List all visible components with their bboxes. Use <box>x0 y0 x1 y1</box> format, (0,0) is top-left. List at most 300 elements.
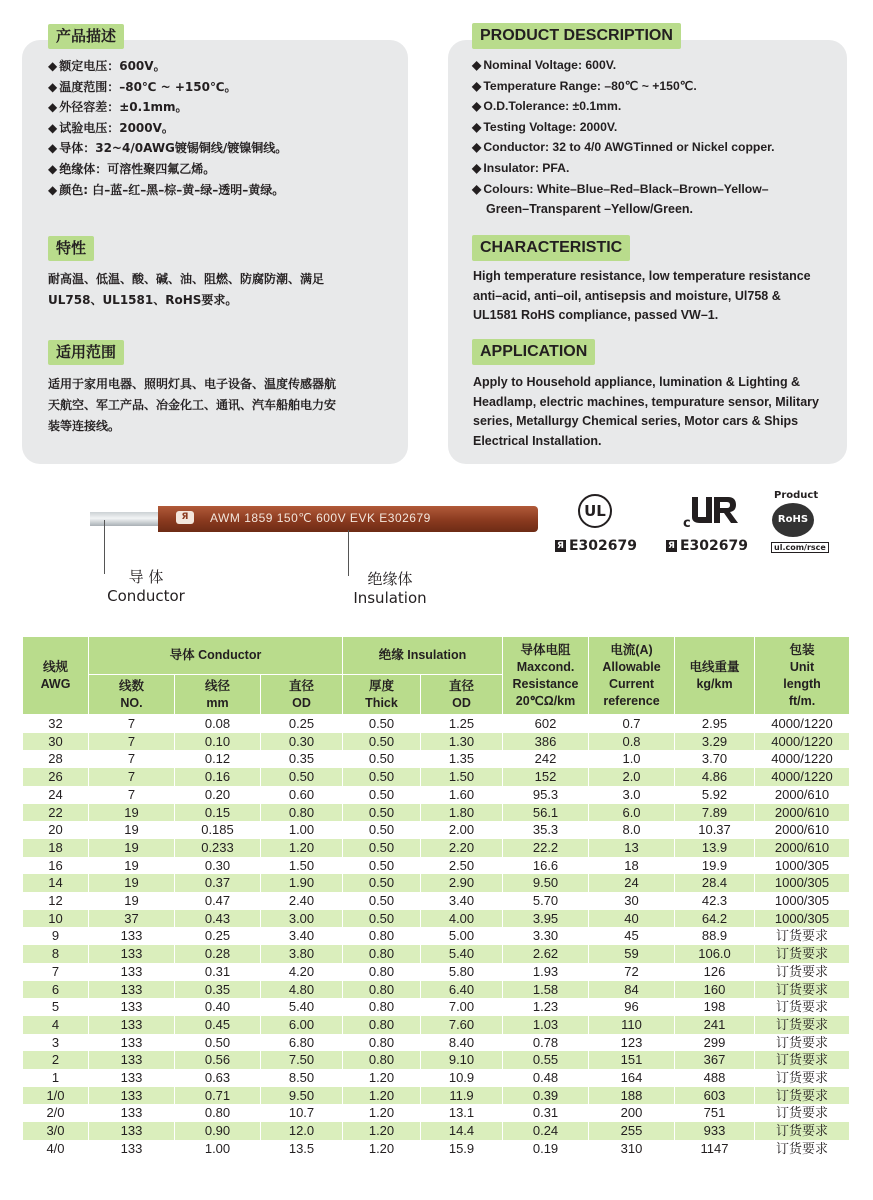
cell-packing: 订货要求 <box>755 1034 850 1052</box>
table-row <box>23 750 850 768</box>
cell-resistance: 9.50 <box>503 874 589 892</box>
cell-awg: 3/0 <box>23 1122 89 1140</box>
cell-weight: 7.89 <box>675 804 755 822</box>
cell-strands: 19 <box>89 804 175 822</box>
cell-ins-thick: 0.50 <box>343 839 421 857</box>
cell-awg: 20 <box>23 821 89 839</box>
cell-ins-od: 2.00 <box>421 821 503 839</box>
cell-current: 96 <box>589 998 675 1016</box>
cell-wire-dia: 0.35 <box>175 981 261 999</box>
diamond-bullet-icon: ◆ <box>472 58 482 72</box>
cell-packing: 1000/305 <box>755 892 850 910</box>
cell-current: 110 <box>589 1016 675 1034</box>
table-row <box>23 945 850 963</box>
cell-weight: 3.70 <box>675 750 755 768</box>
cell-resistance: 602 <box>503 715 589 733</box>
cell-packing: 订货要求 <box>755 981 850 999</box>
cell-wire-dia: 0.56 <box>175 1051 261 1069</box>
header-wire-diameter-line-0: 线径 <box>204 678 230 693</box>
cell-ins-thick: 0.80 <box>343 945 421 963</box>
cell-weight: 28.4 <box>675 874 755 892</box>
insulation-label-en: Insulation <box>353 589 427 607</box>
cell-resistance: 2.62 <box>503 945 589 963</box>
desc-en-item: ◆ Testing Voltage: 2000V. <box>472 119 618 134</box>
cell-resistance: 35.3 <box>503 821 589 839</box>
cell-packing: 4000/1220 <box>755 715 850 733</box>
cell-strands: 133 <box>89 1140 175 1158</box>
cell-resistance: 95.3 <box>503 786 589 804</box>
conductor-label <box>104 568 188 606</box>
table-row <box>23 1051 850 1069</box>
char-en-line: UL1581 RoHS compliance, passed VW–1. <box>473 308 719 322</box>
cell-strands: 133 <box>89 1016 175 1034</box>
cell-weight: 126 <box>675 963 755 981</box>
cell-packing: 2000/610 <box>755 786 850 804</box>
cell-packing: 订货要求 <box>755 963 850 981</box>
desc-list-zh <box>48 56 287 200</box>
cell-ins-thick: 0.80 <box>343 1034 421 1052</box>
cell-cond-od: 7.50 <box>261 1051 343 1069</box>
cell-strands: 19 <box>89 839 175 857</box>
cell-resistance: 0.24 <box>503 1122 589 1140</box>
header-insulation-thick-line-0: 厚度 <box>368 678 394 693</box>
cell-weight: 299 <box>675 1034 755 1052</box>
cell-cond-od: 6.80 <box>261 1034 343 1052</box>
cell-weight: 106.0 <box>675 945 755 963</box>
cell-ins-od: 9.10 <box>421 1051 503 1069</box>
header-resistance-line-3: 20℃Ω/km <box>515 693 576 708</box>
cell-ins-od: 1.25 <box>421 715 503 733</box>
cell-resistance: 0.31 <box>503 1104 589 1122</box>
cell-weight: 4.86 <box>675 768 755 786</box>
diamond-bullet-icon: ◆ <box>48 182 58 197</box>
cell-weight: 5.92 <box>675 786 755 804</box>
cell-ins-thick: 1.20 <box>343 1122 421 1140</box>
cell-cond-od: 13.5 <box>261 1140 343 1158</box>
app-en-line: Electrical Installation. <box>473 433 602 448</box>
header-weight-line-0: 电线重量 <box>689 659 740 674</box>
cell-ins-od: 5.80 <box>421 963 503 981</box>
char-zh-line: 耐高温、低温、酸、碱、油、阻燃、防腐防潮、满足 <box>48 272 325 286</box>
cell-packing: 1000/305 <box>755 857 850 875</box>
cell-awg: 2 <box>23 1051 89 1069</box>
cell-current: 164 <box>589 1069 675 1087</box>
cell-current: 0.8 <box>589 733 675 751</box>
cell-awg: 12 <box>23 892 89 910</box>
cell-ins-od: 2.50 <box>421 857 503 875</box>
cell-packing: 1000/305 <box>755 910 850 928</box>
cell-ins-od: 5.00 <box>421 927 503 945</box>
cell-cond-od: 5.40 <box>261 998 343 1016</box>
diamond-bullet-icon: ◆ <box>472 99 482 114</box>
cell-awg: 8 <box>23 945 89 963</box>
desc-heading-zh: 产品描述 <box>48 24 124 49</box>
cell-current: 18 <box>589 857 675 875</box>
rohs-caption-top: Product <box>774 490 819 501</box>
char-en-line: anti–acid, anti–oil, antisepsis and moisture, Ul758 & <box>473 288 781 303</box>
cell-current: 3.0 <box>589 786 675 804</box>
cell-cond-od: 8.50 <box>261 1069 343 1087</box>
table-row <box>23 715 850 733</box>
conductor-leader-line <box>104 520 105 574</box>
cell-resistance: 0.39 <box>503 1087 589 1105</box>
cell-strands: 133 <box>89 1122 175 1140</box>
header-insulation-od-line-1: OD <box>452 695 471 710</box>
header-conductor: 导体 Conductor <box>89 637 343 675</box>
cell-ins-thick: 0.50 <box>343 910 421 928</box>
insulation-label-zh: 绝缘体 <box>367 570 413 588</box>
cell-ins-od: 1.35 <box>421 750 503 768</box>
cell-cond-od: 1.90 <box>261 874 343 892</box>
cell-ins-od: 14.4 <box>421 1122 503 1140</box>
cell-ins-thick: 1.20 <box>343 1069 421 1087</box>
cell-weight: 2.95 <box>675 715 755 733</box>
cell-cond-od: 1.00 <box>261 821 343 839</box>
cell-ins-od: 6.40 <box>421 981 503 999</box>
header-conductor-od-line-0: 直径 <box>288 678 314 693</box>
cell-strands: 7 <box>89 786 175 804</box>
desc-zh-item: ◆ 外径容差：±0.1mm。 <box>48 100 188 115</box>
header-conductor-od-line-1: OD <box>292 695 311 710</box>
header-current-line-3: reference <box>603 693 660 708</box>
cell-awg: 26 <box>23 768 89 786</box>
cell-packing: 订货要求 <box>755 1051 850 1069</box>
cell-awg: 9 <box>23 927 89 945</box>
cell-ins-thick: 0.50 <box>343 733 421 751</box>
cell-wire-dia: 0.16 <box>175 768 261 786</box>
cell-awg: 6 <box>23 981 89 999</box>
desc-zh-item: ◆ 温度范围：–80℃ ~ +150℃。 <box>48 79 237 94</box>
cell-wire-dia: 0.20 <box>175 786 261 804</box>
conductor-label-zh: 导 体 <box>128 568 164 586</box>
cell-wire-dia: 0.28 <box>175 945 261 963</box>
table-row <box>23 857 850 875</box>
header-strands-line-1: NO. <box>120 695 143 710</box>
cell-wire-dia: 1.00 <box>175 1140 261 1158</box>
desc-continuation-en: Green–Transparent –Yellow/Green. <box>486 202 694 216</box>
cell-ins-od: 10.9 <box>421 1069 503 1087</box>
diamond-bullet-icon: ◆ <box>48 161 58 176</box>
cell-ins-thick: 1.20 <box>343 1104 421 1122</box>
cell-wire-dia: 0.08 <box>175 715 261 733</box>
table-row <box>23 981 850 999</box>
cell-strands: 133 <box>89 998 175 1016</box>
ul-file-number-1: Я E302679 <box>557 538 637 554</box>
cell-cond-od: 3.00 <box>261 910 343 928</box>
cell-strands: 133 <box>89 1104 175 1122</box>
table-row <box>23 910 850 928</box>
insulation-label <box>350 570 430 608</box>
header-conductor-od <box>261 675 343 715</box>
cell-current: 24 <box>589 874 675 892</box>
table-row <box>23 1069 850 1087</box>
cell-cond-od: 3.80 <box>261 945 343 963</box>
cell-packing: 订货要求 <box>755 1087 850 1105</box>
cell-current: 123 <box>589 1034 675 1052</box>
cell-current: 1.0 <box>589 750 675 768</box>
cell-current: 0.7 <box>589 715 675 733</box>
ul-file-number-2: Я E302679 <box>668 538 748 554</box>
cell-packing: 订货要求 <box>755 1104 850 1122</box>
cell-ins-thick: 1.20 <box>343 1087 421 1105</box>
cell-current: 8.0 <box>589 821 675 839</box>
cell-weight: 64.2 <box>675 910 755 928</box>
header-insulation-od <box>421 675 503 715</box>
cell-packing: 订货要求 <box>755 927 850 945</box>
cru-c-letter: c <box>683 516 691 531</box>
table-row <box>23 1016 850 1034</box>
cell-ins-thick: 0.50 <box>343 786 421 804</box>
desc-en-item: ◆ Colours: White–Blue–Red–Black–Brown–Yellow– <box>472 181 769 196</box>
cell-current: 45 <box>589 927 675 945</box>
cell-ins-od: 1.50 <box>421 768 503 786</box>
app-en-line: series, Metallurgy Chemical series, Motor cars & Ships <box>473 414 799 428</box>
cell-current: 84 <box>589 981 675 999</box>
header-awg-line-1: AWG <box>40 676 71 691</box>
header-packing-line-3: ft/m. <box>788 693 816 708</box>
cell-wire-dia: 0.45 <box>175 1016 261 1034</box>
cell-cond-od: 1.20 <box>261 839 343 857</box>
cell-wire-dia: 0.50 <box>175 1034 261 1052</box>
cell-wire-dia: 0.185 <box>175 821 261 839</box>
header-current-line-1: Allowable <box>602 659 661 674</box>
cell-strands: 133 <box>89 963 175 981</box>
desc-zh-item: ◆ 试验电压：2000V。 <box>48 120 174 135</box>
cell-weight: 3.29 <box>675 733 755 751</box>
cell-ins-thick: 0.80 <box>343 963 421 981</box>
cell-current: 13 <box>589 839 675 857</box>
spec-table <box>22 636 850 1158</box>
cell-wire-dia: 0.40 <box>175 998 261 1016</box>
cell-ins-od: 1.60 <box>421 786 503 804</box>
cell-wire-dia: 0.15 <box>175 804 261 822</box>
cell-awg: 4 <box>23 1016 89 1034</box>
cell-resistance: 16.6 <box>503 857 589 875</box>
table-row <box>23 1122 850 1140</box>
cell-wire-dia: 0.25 <box>175 927 261 945</box>
cell-awg: 24 <box>23 786 89 804</box>
cell-strands: 133 <box>89 1069 175 1087</box>
cell-awg: 22 <box>23 804 89 822</box>
diamond-bullet-icon: ◆ <box>472 181 482 196</box>
table-row <box>23 963 850 981</box>
cell-resistance: 152 <box>503 768 589 786</box>
desc-heading-en: PRODUCT DESCRIPTION <box>472 23 681 49</box>
cell-resistance: 0.48 <box>503 1069 589 1087</box>
app-heading-en: APPLICATION <box>472 339 595 365</box>
app-heading-zh: 适用范围 <box>48 340 124 365</box>
cell-current: 151 <box>589 1051 675 1069</box>
cell-ins-thick: 0.50 <box>343 768 421 786</box>
cell-weight: 42.3 <box>675 892 755 910</box>
cell-strands: 19 <box>89 892 175 910</box>
table-row <box>23 839 850 857</box>
cell-resistance: 0.19 <box>503 1140 589 1158</box>
cell-ins-od: 2.90 <box>421 874 503 892</box>
cell-weight: 488 <box>675 1069 755 1087</box>
cell-strands: 133 <box>89 1087 175 1105</box>
cell-ins-thick: 0.50 <box>343 804 421 822</box>
header-awg <box>23 637 89 715</box>
cell-packing: 4000/1220 <box>755 733 850 751</box>
cell-ins-thick: 0.50 <box>343 874 421 892</box>
cell-ins-od: 7.00 <box>421 998 503 1016</box>
cell-weight: 13.9 <box>675 839 755 857</box>
desc-en-item: ◆ O.D.Tolerance: ±0.1mm. <box>472 99 622 114</box>
cell-packing: 订货要求 <box>755 945 850 963</box>
cell-packing: 2000/610 <box>755 821 850 839</box>
cell-packing: 4000/1220 <box>755 750 850 768</box>
cell-packing: 订货要求 <box>755 998 850 1016</box>
table-row <box>23 1140 850 1158</box>
cell-awg: 28 <box>23 750 89 768</box>
char-text-zh <box>48 269 324 311</box>
cell-ins-od: 15.9 <box>421 1140 503 1158</box>
app-text-zh <box>48 374 336 437</box>
header-insulation-thick <box>343 675 421 715</box>
cell-weight: 367 <box>675 1051 755 1069</box>
cell-weight: 603 <box>675 1087 755 1105</box>
header-wire-diameter-line-1: mm <box>206 695 229 710</box>
cell-cond-od: 0.80 <box>261 804 343 822</box>
desc-zh-item: ◆ 额定电压：600V。 <box>48 59 166 73</box>
cell-strands: 133 <box>89 1034 175 1052</box>
cell-wire-dia: 0.63 <box>175 1069 261 1087</box>
cell-resistance: 3.30 <box>503 927 589 945</box>
cell-cond-od: 0.50 <box>261 768 343 786</box>
cell-current: 255 <box>589 1122 675 1140</box>
rohs-badge-icon: RoHS <box>772 503 814 537</box>
ur-mark-icon: Я <box>557 541 564 551</box>
cell-strands: 133 <box>89 981 175 999</box>
cell-weight: 88.9 <box>675 927 755 945</box>
cell-cond-od: 0.60 <box>261 786 343 804</box>
cell-wire-dia: 0.90 <box>175 1122 261 1140</box>
cell-strands: 7 <box>89 715 175 733</box>
char-heading-en: CHARACTERISTIC <box>472 235 630 261</box>
ul-listed-icon: UL <box>578 494 612 528</box>
cell-packing: 4000/1220 <box>755 768 850 786</box>
cell-ins-od: 4.00 <box>421 910 503 928</box>
cell-cond-od: 12.0 <box>261 1122 343 1140</box>
header-packing-line-1: Unit <box>789 659 815 674</box>
cell-resistance: 1.58 <box>503 981 589 999</box>
table-row <box>23 1104 850 1122</box>
cell-packing: 订货要求 <box>755 1069 850 1087</box>
header-packing-line-2: length <box>783 676 821 691</box>
diamond-bullet-icon: ◆ <box>48 100 58 115</box>
header-packing <box>755 637 850 715</box>
diamond-bullet-icon: ◆ <box>472 78 482 93</box>
cell-cond-od: 4.20 <box>261 963 343 981</box>
header-resistance <box>503 637 589 715</box>
diamond-bullet-icon: ◆ <box>48 141 58 156</box>
cell-weight: 10.37 <box>675 821 755 839</box>
cell-current: 30 <box>589 892 675 910</box>
app-text-en <box>473 373 819 451</box>
cell-cond-od: 3.40 <box>261 927 343 945</box>
cell-packing: 1000/305 <box>755 874 850 892</box>
diamond-bullet-icon: ◆ <box>48 120 58 135</box>
header-current-line-0: 电流(A) <box>610 642 653 657</box>
cell-ins-thick: 1.20 <box>343 1140 421 1158</box>
cell-strands: 19 <box>89 821 175 839</box>
cell-cond-od: 2.40 <box>261 892 343 910</box>
cell-awg: 3 <box>23 1034 89 1052</box>
cell-strands: 7 <box>89 733 175 751</box>
header-current <box>589 637 675 715</box>
rohs-caption-bottom: ul.com/rsce <box>771 542 829 553</box>
cell-wire-dia: 0.43 <box>175 910 261 928</box>
cell-ins-od: 2.20 <box>421 839 503 857</box>
cell-weight: 933 <box>675 1122 755 1140</box>
cell-resistance: 3.95 <box>503 910 589 928</box>
table-row <box>23 768 850 786</box>
cell-wire-dia: 0.233 <box>175 839 261 857</box>
cell-strands: 19 <box>89 874 175 892</box>
cell-wire-dia: 0.10 <box>175 733 261 751</box>
cell-strands: 133 <box>89 945 175 963</box>
app-en-line: Apply to Household appliance, lumination & Lighting & <box>473 375 801 389</box>
cell-awg: 14 <box>23 874 89 892</box>
cell-packing: 2000/610 <box>755 839 850 857</box>
table-row <box>23 804 850 822</box>
cell-wire-dia: 0.31 <box>175 963 261 981</box>
cell-ins-thick: 0.80 <box>343 1016 421 1034</box>
diamond-bullet-icon: ◆ <box>48 79 58 94</box>
cell-resistance: 242 <box>503 750 589 768</box>
cell-ins-thick: 0.50 <box>343 892 421 910</box>
table-row <box>23 1034 850 1052</box>
cell-wire-dia: 0.12 <box>175 750 261 768</box>
cell-current: 72 <box>589 963 675 981</box>
cell-strands: 7 <box>89 768 175 786</box>
cell-resistance: 0.55 <box>503 1051 589 1069</box>
insulation-leader-line <box>348 530 349 576</box>
cell-current: 6.0 <box>589 804 675 822</box>
table-row <box>23 786 850 804</box>
header-insulation-thick-line-1: Thick <box>365 695 398 710</box>
header-wire-diameter <box>175 675 261 715</box>
cell-strands: 7 <box>89 750 175 768</box>
char-heading-zh: 特性 <box>48 236 94 261</box>
cell-packing: 2000/610 <box>755 804 850 822</box>
diamond-bullet-icon: ◆ <box>48 59 58 73</box>
cell-cond-od: 10.7 <box>261 1104 343 1122</box>
cell-current: 2.0 <box>589 768 675 786</box>
cell-ins-thick: 0.50 <box>343 857 421 875</box>
cell-ins-od: 5.40 <box>421 945 503 963</box>
table-row <box>23 874 850 892</box>
cell-weight: 1147 <box>675 1140 755 1158</box>
cell-cond-od: 6.00 <box>261 1016 343 1034</box>
cell-awg: 18 <box>23 839 89 857</box>
cell-strands: 37 <box>89 910 175 928</box>
cell-current: 59 <box>589 945 675 963</box>
header-resistance-line-1: Maxcond. <box>516 659 575 674</box>
cell-weight: 198 <box>675 998 755 1016</box>
cell-ins-thick: 0.50 <box>343 821 421 839</box>
header-strands-line-0: 线数 <box>118 678 144 693</box>
header-awg-line-0: 线规 <box>42 659 68 674</box>
desc-zh-item: ◆ 颜色: 白–蓝–红–黑–棕–黄–绿–透明–黄绿。 <box>48 182 285 197</box>
cell-packing: 订货要求 <box>755 1122 850 1140</box>
cell-strands: 133 <box>89 1051 175 1069</box>
cell-cond-od: 9.50 <box>261 1087 343 1105</box>
cell-wire-dia: 0.30 <box>175 857 261 875</box>
cell-ins-od: 1.80 <box>421 804 503 822</box>
ur-mark-icon-2: Я <box>668 541 675 551</box>
